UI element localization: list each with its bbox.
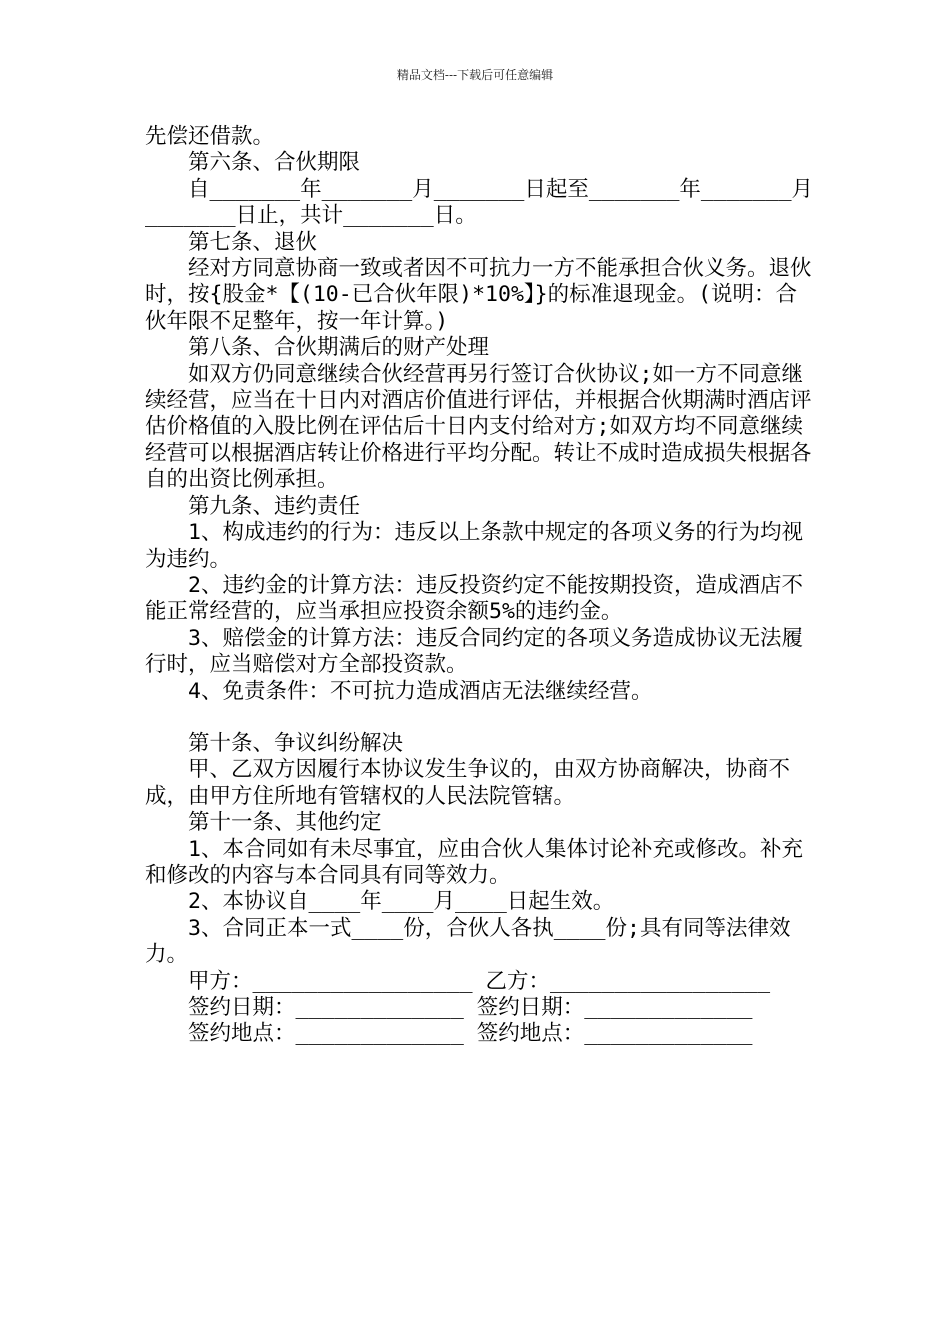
section-heading-7: 第七条、退伙	[145, 229, 318, 255]
paragraph: 4、免责条件：不可抗力造成酒店无法继续经营。	[145, 678, 653, 704]
blank-line	[145, 705, 815, 731]
paragraph: 经对方同意协商一致或者因不可抗力一方不能承担合伙义务。退伙时，按{股金*【(10-已合伙年限)*10%】}的标准退现金。(说明：合伙年限不足整年，按一年计算。)	[145, 256, 812, 334]
paragraph: 甲、乙双方因履行本协议发生争议的，由双方协商解决，协商不成，由甲方住所地有管辖权的人民法院管辖。	[145, 757, 791, 809]
paragraph: 1、本合同如有未尽事宜，应由合伙人集体讨论补充或修改。补充和修改的内容与本合同具有同等效力。	[145, 836, 803, 888]
paragraph: 如双方仍同意继续合伙经营再另行签订合伙协议;如一方不同意继续经营，应当在十日内对酒店价值进行评估，并根据合伙期满时酒店评估价格值的入股比例在评估后十日内支付给对方;如双方均不同意继续经营可以根据酒店转让价格进行平均分配。转让不成时造成损失根据各自的出资比例承担。	[145, 361, 812, 493]
page-header: 精品文档---下载后可任意编辑	[396, 68, 554, 82]
signature-party-line: 甲方：_________________ 乙方：_________________	[145, 968, 771, 994]
paragraph: 先偿还借款。	[145, 124, 275, 149]
section-heading-8: 第八条、合伙期满后的财产处理	[145, 335, 490, 361]
paragraph: 3、合同正本一式____份，合伙人各执____份;具有同等法律效力。	[145, 915, 791, 968]
section-heading-6: 第六条、合伙期限	[145, 150, 361, 176]
signature-place-line: 签约地点：_____________ 签约地点：_____________	[145, 1021, 753, 1047]
paragraph: 自_______年_______月_______日起至_______年_______月_______日止，共计_______日。	[145, 176, 814, 229]
paragraph: 2、本协议自____年____月____日起生效。	[145, 889, 615, 915]
paragraph: 1、构成违约的行为：违反以上条款中规定的各项义务的行为均视为违约。	[145, 520, 803, 572]
contract-body	[145, 124, 815, 1048]
paragraph: 2、违约金的计算方法：违反投资约定不能按期投资，造成酒店不能正常经营的，应当承担应投资余额5%的违约金。	[145, 572, 803, 625]
section-heading-9: 第九条、违约责任	[145, 493, 361, 519]
paragraph: 3、赔偿金的计算方法：违反合同约定的各项义务造成协议无法履行时，应当赔偿对方全部投资款。	[145, 625, 803, 678]
signature-date-line: 签约日期：_____________ 签约日期：_____________	[145, 995, 753, 1020]
section-heading-11: 第十一条、其他约定	[145, 810, 382, 836]
section-heading-10: 第十条、争议纠纷解决	[145, 730, 404, 756]
